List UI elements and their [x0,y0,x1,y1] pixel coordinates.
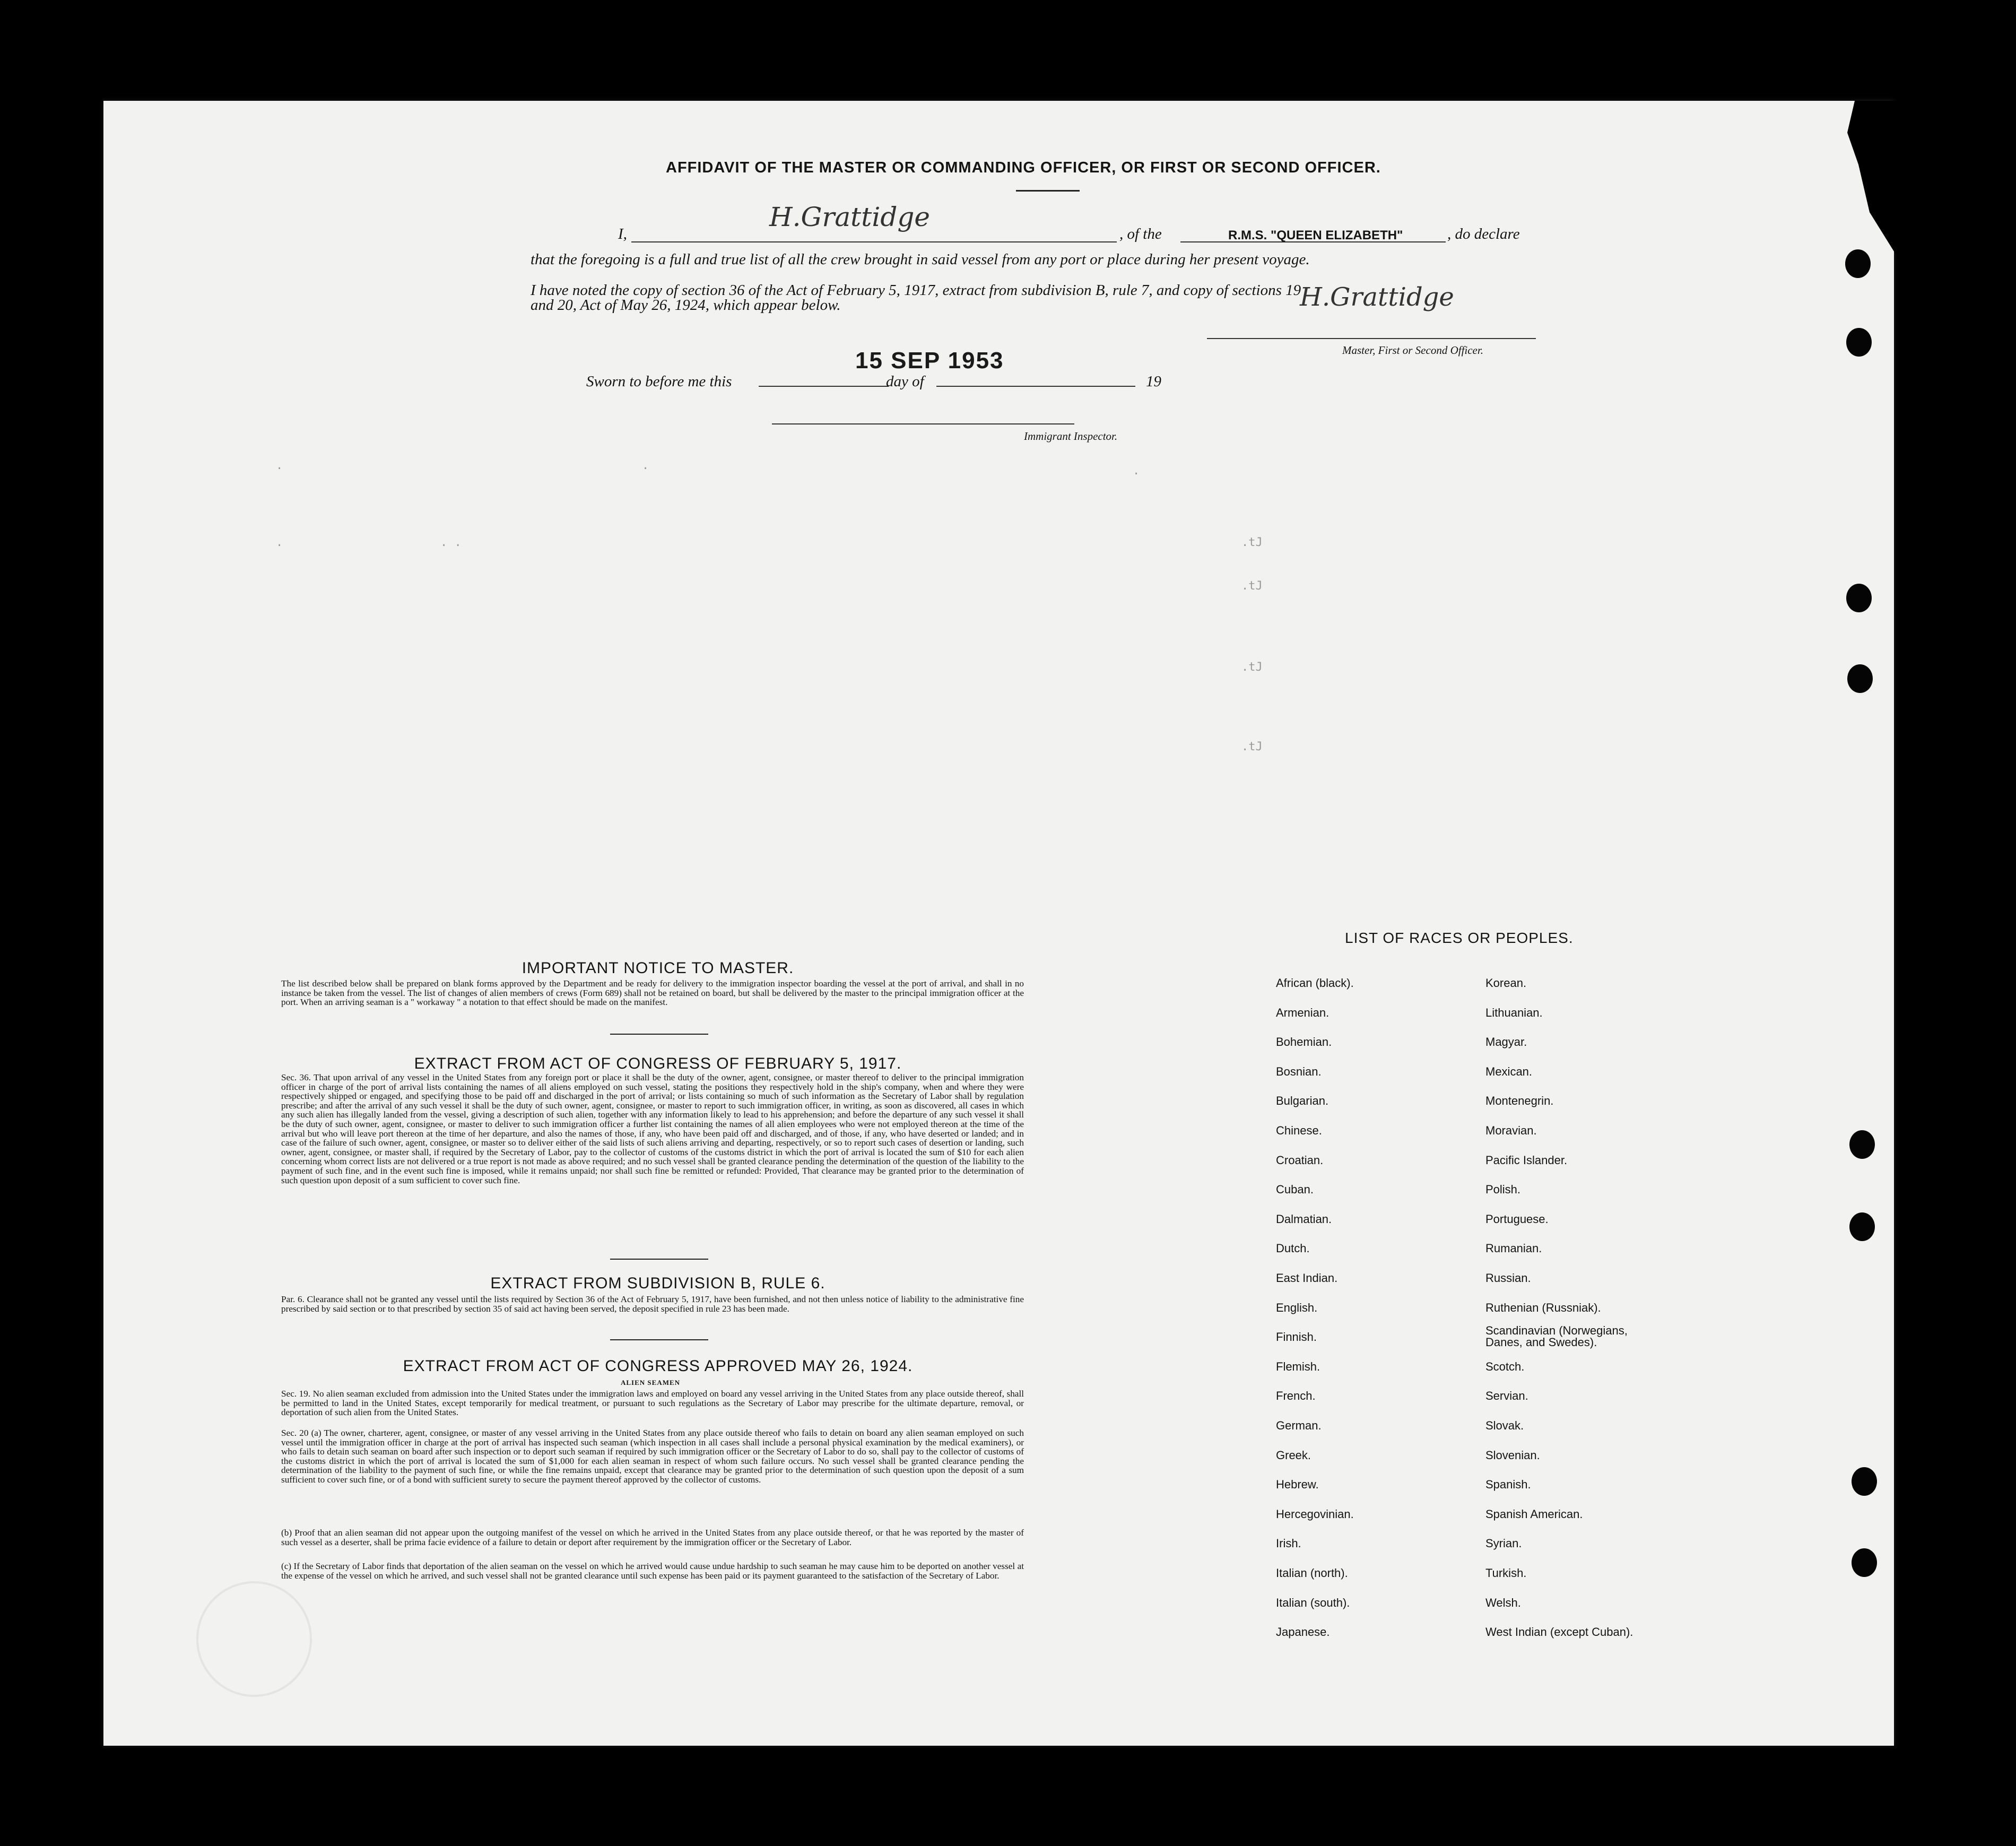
race-item: Hebrew. [1276,1478,1319,1492]
divider [1016,190,1080,192]
race-item: Dutch. [1276,1242,1310,1255]
race-item: Flemish. [1276,1359,1320,1373]
bleed-mark: . [1133,464,1140,478]
punch-hole [1849,1130,1875,1159]
sec20c-text: (c) If the Secretary of Labor finds that deportation of the alien seaman on the vessel on which he arrived would cause undue hardship to such seaman he may cause him to be deported on another vessel at the expense of the vessel on which he arrived, and such vessel shall not be granted clearance until such expense has been paid or its payment guaranteed to the satisfaction of the Secretary of Labor. [281,1561,1024,1581]
bleed-mark: .tJ [1241,740,1263,753]
bleed-mark: . [642,459,649,472]
torn-corner [1825,101,1899,260]
race-item: Ruthenian (Russniak). [1485,1301,1601,1314]
handwritten-name: H.Grattidge [769,202,930,232]
lead-i: I, [618,226,627,242]
race-item: Rumanian. [1485,1242,1542,1255]
race-item: Greek. [1276,1448,1311,1462]
extract-1917-title: EXTRACT FROM ACT OF CONGRESS OF FEBRUARY 5, 1917. [414,1055,902,1072]
vessel-name: R.M.S. "QUEEN ELIZABETH" [1228,228,1403,242]
extract-1924-subtitle: ALIEN SEAMEN [621,1379,681,1386]
race-item: Italian (north). [1276,1566,1348,1580]
bleed-mark: .tJ [1241,661,1263,674]
divider [610,1339,708,1340]
race-item: German. [1276,1419,1322,1432]
race-item: Scotch. [1485,1359,1525,1373]
race-item: African (black). [1276,976,1354,990]
punch-hole [1849,1212,1875,1241]
rule6-title: EXTRACT FROM SUBDIVISION B, RULE 6. [490,1275,825,1292]
signer-label: Master, First or Second Officer. [1342,344,1483,357]
punch-hole [1846,328,1872,357]
race-item: Spanish. [1485,1478,1531,1492]
punch-hole [1845,249,1871,278]
race-item: Japanese. [1276,1625,1330,1639]
race-item: Lithuanian. [1485,1006,1543,1019]
race-item: Welsh. [1485,1596,1521,1609]
race-item: West Indian (except Cuban). [1485,1625,1633,1639]
race-item: Bohemian. [1276,1035,1332,1049]
race-item: Magyar. [1485,1035,1527,1049]
sworn-prefix: Sworn to before me this [586,373,732,390]
extract-1917-body: Sec. 36. That upon arrival of any vessel in the United States from any foreign port or place it shall be the duty of the owner, agent, consignee, or master thereof to deliver to the principal immigration officer in charge of the port of arrival lists containing the names of all aliens employed on such vessel, stating the positions they respectively hold in the ship's company, when and where they were respectively shipped or engaged, and specifying those to be paid off and discharged in the port of arrival; or lists containing so much of such information as the Secretary of Labor shall by regulation prescribe; and after the arrival of any such vessel it shall be the duty of such owner, agent, consignee, or master to report to such immigration officer, in writing, as soon as discovered, all cases in which any such alien has illegally landed from the vessel, giving a description of such alien, together with any information likely to lead to his apprehension; and before the departure of any such vessel it shall be the duty of such owner, agent, consignee, or master to deliver to such immigration officer a further list containing the names of all alien employees who were not employed thereon at the time of the arrival but who will leave port thereon at the time of her departure, and also the names of those, if any, who have been paid off and discharged, and of those, if any, who have deserted or landed; and in case of the failure of such owner, agent, consignee, or master so to deliver either of the said lists of such aliens arriving and departing, respectively, or so to report such cases of desertion or landing, such owner, agent, consignee, or master shall, if required by the Secretary of Labor, pay to the collector of customs of the customs district in which the port of arrival is located the sum of $10 for each alien concerning whom correct lists are not delivered or a true report is not made as above required; and no such vessel shall be granted clearance pending the determination of the question of the liability to the payment of such fine, and in the event such fine is imposed, while it remains unpaid; nor shall such fine be remitted or refunded: Provided, That clearance may be granted prior to the determination of such question upon deposit of a sum sufficient to cover such fine. [281,1072,1024,1185]
name-line [631,241,1117,242]
race-item: Moravian. [1485,1124,1537,1137]
race-item: Irish. [1276,1537,1301,1550]
master-signature: H.Grattidge [1300,282,1454,312]
race-item: Italian (south). [1276,1596,1350,1609]
day-of: day of [886,373,924,390]
race-item: Spanish American. [1485,1507,1583,1521]
sec20a-text: Sec. 20 (a) The owner, charterer, agent, consignee, or master of any vessel arriving in the United States from any place outside thereof who fails to detain on board any alien seaman employed on such vessel until the immigration officer in charge at the port of arrival has inspected such seaman (which inspection in all cases shall include a personal physical examination by the medical examiners), or who fails to detain such seaman on board after such inspection or to deport such seaman if required by such immigration officer or the Secretary of Labor to do so, shall pay to the collector of customs of the customs district in which the port of arrival is located the sum of $1,000 for each alien seaman in respect of whom such failure occurs. No such vessel shall be granted clearance pending the determination of the liability to the payment of such fine, or while the fine remains unpaid, except that clearance may be granted prior to the determination of such question upon the deposit of a sum sufficient to cover such fine, or of a bond with sufficient surety to secure the payment thereof approved by the collector of customs. [281,1428,1024,1485]
punch-hole [1852,1548,1877,1577]
affidavit-line-3: I have noted the copy of section 36 of the Act of February 5, 1917, extract from subdivision B, rule 7, and copy of sections 19 [531,282,1301,299]
extract-1924-title: EXTRACT FROM ACT OF CONGRESS APPROVED MAY 26, 1924. [403,1357,913,1375]
punch-hole [1852,1467,1877,1496]
race-item: Mexican. [1485,1064,1533,1078]
race-item: Korean. [1485,976,1527,990]
bleed-mark: .tJ [1241,579,1263,593]
bleed-mark: . . [440,536,462,549]
race-item: Portuguese. [1485,1212,1549,1226]
race-item: Pacific Islander. [1485,1153,1568,1167]
punch-hole [1846,584,1872,612]
race-item: Croatian. [1276,1153,1324,1167]
race-item: Bosnian. [1276,1064,1322,1078]
of-the: , of the [1119,226,1162,242]
race-item: Finnish. [1276,1330,1317,1344]
race-item: Dalmatian. [1276,1212,1332,1226]
signature-line [1207,338,1536,339]
race-item: Polish. [1485,1183,1521,1197]
do-declare: , do declare [1447,226,1520,242]
race-item: Slovenian. [1485,1448,1540,1462]
race-item: French. [1276,1389,1316,1403]
race-item: Scandinavian (Norwegians, Danes, and Swedes). [1485,1324,1628,1349]
sec19-text: Sec. 19. No alien seaman excluded from admission into the United States under the immigration laws and employed on board any vessel arriving in the United States from any place outside thereof, shall be permitted to land in the United States, except temporarily for medical treatment, or pursuant to such regulations as the Secretary of Labor may prescribe for the ultimate departure, removal, or deportation of such alien from the United States. [281,1389,1024,1418]
bleed-mark: .tJ [1241,536,1263,549]
affidavit-line-4: and 20, Act of May 26, 1924, which appear below. [531,297,841,314]
race-item: Servian. [1485,1389,1528,1403]
date-stamp: 15 SEP 1953 [855,348,1004,374]
race-item: Armenian. [1276,1006,1329,1019]
race-item: Chinese. [1276,1124,1322,1137]
races-title: LIST OF RACES OR PEOPLES. [1345,930,1574,946]
embossed-seal [196,1581,312,1697]
rule6-body: Par. 6. Clearance shall not be granted any vessel until the lists required by Section 36 of the Act of February 5, 1917, have been furnished, and not then unless notice of liability to the administrative fine prescribed by said section or to that prescribed by section 35 of said act having been served, the deposit specified in rule 23 has been made. [281,1294,1024,1314]
race-item: Cuban. [1276,1183,1314,1197]
month-line [936,386,1135,387]
inspector-label: Immigrant Inspector. [1024,430,1118,443]
day-line [759,386,889,387]
race-item: Bulgarian. [1276,1094,1329,1108]
notice-title: IMPORTANT NOTICE TO MASTER. [522,959,794,977]
inspector-line [772,423,1074,424]
race-item: Montenegrin. [1485,1094,1554,1108]
race-item: English. [1276,1301,1318,1314]
race-item: Syrian. [1485,1537,1522,1550]
affidavit-line-2: that the foregoing is a full and true list of all the crew brought in said vessel from any port or place during her present voyage. [531,251,1310,268]
race-item: Turkish. [1485,1566,1527,1580]
race-item: East Indian. [1276,1271,1338,1285]
race-item: Hercegovinian. [1276,1507,1354,1521]
bleed-mark: . [276,459,283,472]
punch-hole [1847,664,1873,693]
divider [610,1034,708,1035]
race-item: Russian. [1485,1271,1531,1285]
race-item: Slovak. [1485,1419,1524,1432]
bleed-mark: . [276,536,283,549]
year-prefix: 19 [1146,373,1161,390]
sec20b-text: (b) Proof that an alien seaman did not appear upon the outgoing manifest of the vessel on which he arrived in the United States from any place outside thereof, or that he was reported by the master of such vessel as a deserter, shall be prima facie evidence of a failure to detain or deport after requirement by the immigration officer or the Secretary of Labor. [281,1528,1024,1547]
affidavit-title: AFFIDAVIT OF THE MASTER OR COMMANDING OFFICER, OR FIRST OR SECOND OFFICER. [666,159,1381,176]
notice-body: The list described below shall be prepared on blank forms approved by the Department and be ready for delivery to the immigration inspector boarding the vessel at the port of arrival, and shall in no instance be taken from the vessel. The list of changes of alien members of crews (Form 689) shall not be retained on board, but shall be delivered by the master to the principal immigration officer at the port. When an arriving seaman is a " workaway " a notation to that effect should be made on the manifest. [281,978,1024,1008]
divider [610,1259,708,1260]
